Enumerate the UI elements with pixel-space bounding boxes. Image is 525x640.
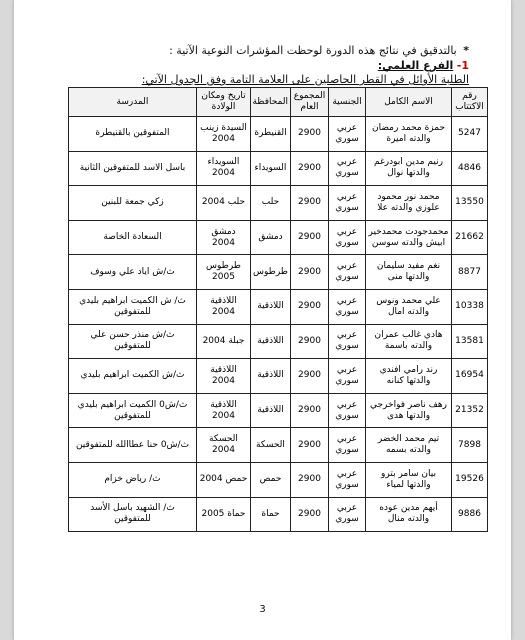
section-number: 1- [456,59,469,72]
cell-total-score: 2900 [291,289,329,324]
header-governorate: المحافظة [251,88,291,117]
table-row [69,289,488,324]
cell-governorate: القنيطرة [251,117,291,152]
cell-registration-number: 21352 [452,393,488,428]
cell-nationality: عربي سوري [329,393,366,428]
header-total-score: المجموع العام [291,88,329,117]
cell-nationality: عربي سوري [329,186,366,221]
cell-total-score: 2900 [291,117,329,152]
cell-nationality: عربي سوري [329,462,366,497]
cell-registration-number: 13581 [452,324,488,359]
cell-school: ث/ش0 حنا عطاالله للمتفوقين [69,428,197,463]
cell-total-score: 2900 [291,151,329,186]
cell-governorate: اللاذقية [251,359,291,394]
cell-birth-date-place: حمص 2004 [197,462,251,497]
cell-school: ث/ش اياد علي وسوف [69,255,197,290]
table-row [69,462,488,497]
page-number: 3 [259,604,266,615]
cell-nationality: عربي سوري [329,359,366,394]
table-row [69,428,488,463]
cell-nationality: عربي سوري [329,324,366,359]
cell-nationality: عربي سوري [329,289,366,324]
cell-total-score: 2900 [291,393,329,428]
cell-nationality: عربي سوري [329,117,366,152]
header-school: المدرسة [69,88,197,117]
cell-governorate: حمص [251,462,291,497]
cell-registration-number: 4846 [452,151,488,186]
cell-birth-date-place: حماة 2005 [197,497,251,532]
cell-full-name: رهف ناصر فواخرجي والدتها هدى [366,393,452,428]
intro-text: بالتدقيق في نتائج هذه الدورة لوحظت المؤشرات النوعية الآتية : [169,44,457,57]
cell-school: ث/ش الكميت ابراهيم بليدي [69,359,197,394]
cell-full-name: أيهم مدين عوده والدته منال [366,497,452,532]
cell-school: المتفوقين بالقنيطرة [69,117,197,152]
intro-line [169,44,469,58]
cell-nationality: عربي سوري [329,255,366,290]
table-row [69,220,488,255]
bullet-star: * [463,44,469,57]
cell-school: باسل الاسد للمتفوقين الثانية [69,151,197,186]
cell-total-score: 2900 [291,255,329,290]
cell-governorate: الحسكة [251,428,291,463]
cell-school: زكي جمعة للبنين [69,186,197,221]
cell-birth-date-place: السيدة زينب 2004 [197,117,251,152]
cell-governorate: طرطوس [251,255,291,290]
cell-total-score: 2900 [291,324,329,359]
cell-school: السعادة الخاصة [69,220,197,255]
cell-governorate: اللاذقية [251,393,291,428]
cell-full-name: رنيم مدين ابودرغم والدتها نوال [366,151,452,186]
section-heading [378,59,469,73]
table-header-row [69,88,488,117]
cell-governorate: اللاذقية [251,289,291,324]
cell-full-name: حمزة محمد رمضان والدته اميرة [366,117,452,152]
cell-birth-date-place: جبلة 2004 [197,324,251,359]
header-nationality: الجنسية [329,88,366,117]
table-row [69,393,488,428]
cell-total-score: 2900 [291,186,329,221]
cell-governorate: حماة [251,497,291,532]
document-page [14,0,511,640]
cell-governorate: السويداء [251,151,291,186]
cell-nationality: عربي سوري [329,151,366,186]
cell-governorate: دمشق [251,220,291,255]
table-row [69,186,488,221]
table-row [69,255,488,290]
cell-birth-date-place: حلب 2004 [197,186,251,221]
cell-nationality: عربي سوري [329,220,366,255]
cell-birth-date-place: دمشق 2004 [197,220,251,255]
table-caption: الطلبة الأوائل في القطر الحاصلين على العلامة التامة وفق الجدول الآتي: [141,73,469,86]
table-row [69,497,488,532]
cell-school: ث/ش منذر حسن علي للمتفوقين [69,324,197,359]
cell-full-name: محمدجودت محمدخير ابيش والدته سوسن [366,220,452,255]
cell-nationality: عربي سوري [329,497,366,532]
cell-registration-number: 9886 [452,497,488,532]
cell-total-score: 2900 [291,462,329,497]
cell-governorate: اللاذقية [251,324,291,359]
table-row [69,359,488,394]
cell-total-score: 2900 [291,497,329,532]
cell-full-name: تيم محمد الخضر والدته بسمه [366,428,452,463]
cell-school: ث/ ش الكميت ابراهيم بليدي للمتفوقين [69,289,197,324]
cell-birth-date-place: اللاذقية 2004 [197,289,251,324]
cell-registration-number: 19526 [452,462,488,497]
cell-registration-number: 7898 [452,428,488,463]
table-row [69,117,488,152]
cell-registration-number: 5247 [452,117,488,152]
cell-nationality: عربي سوري [329,428,366,463]
cell-total-score: 2900 [291,428,329,463]
section-title: الفرع العلمي: [377,59,454,72]
cell-total-score: 2900 [291,359,329,394]
cell-registration-number: 8877 [452,255,488,290]
cell-birth-date-place: طرطوس 2005 [197,255,251,290]
table-row [69,151,488,186]
cell-birth-date-place: اللاذقية 2004 [197,393,251,428]
header-full-name: الاسم الكامل [366,88,452,117]
cell-governorate: حلب [251,186,291,221]
cell-full-name: بيان سامر بترو والدتها لمياء [366,462,452,497]
cell-total-score: 2900 [291,220,329,255]
cell-school: ث/ رياض خزام [69,462,197,497]
cell-full-name: رند رامي افندي والدتها كنانه [366,359,452,394]
cell-full-name: محمد نور محمود علوزي والدته علا [366,186,452,221]
table-row [69,324,488,359]
cell-school: ث/ش0 الكميت ابراهيم بليدي للمتفوقين [69,393,197,428]
cell-birth-date-place: اللاذقية 2004 [197,359,251,394]
cell-birth-date-place: الحسكة 2004 [197,428,251,463]
cell-full-name: علي محمد ونوس والدته امال [366,289,452,324]
cell-registration-number: 16954 [452,359,488,394]
cell-registration-number: 10338 [452,289,488,324]
header-registration-number: رقم الاكتتاب [452,88,488,117]
cell-school: ث/ الشهيد باسل الأسد للمتفوقين [69,497,197,532]
cell-full-name: نغم مفيد سليمان والدتها منى [366,255,452,290]
cell-registration-number: 13550 [452,186,488,221]
cell-registration-number: 21662 [452,220,488,255]
header-birth-date-place: تاريخ ومكان الولادة [197,88,251,117]
cell-birth-date-place: السويداء 2004 [197,151,251,186]
cell-full-name: هادي غالب عمران والدته باسمة [366,324,452,359]
results-table [68,87,488,532]
